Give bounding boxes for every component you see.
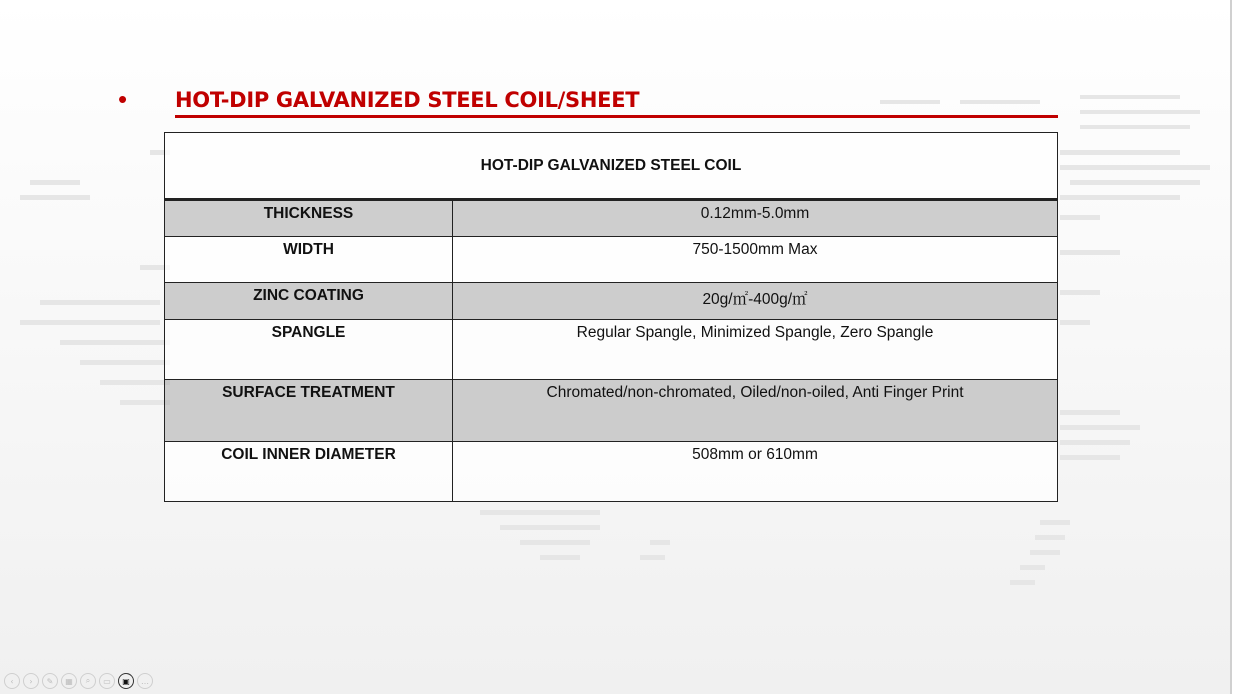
window-edge [1230, 0, 1238, 694]
table-row [165, 236, 1058, 282]
row-value: Regular Spangle, Minimized Spangle, Zero Spangle [453, 319, 1058, 379]
prev-icon[interactable]: ‹ [4, 673, 20, 689]
subtitle-icon[interactable]: ▭ [99, 673, 115, 689]
row-label: SURFACE TREATMENT [165, 380, 453, 441]
row-value: 20g/㎡-400g/㎡ [453, 282, 1058, 319]
slide-title: HOT-DIP GALVANIZED STEEL COIL/SHEET [175, 88, 640, 112]
presentation-toolbar [4, 673, 153, 689]
table-row [165, 319, 1058, 379]
table-header: HOT-DIP GALVANIZED STEEL COIL [165, 133, 1058, 200]
zoom-icon[interactable]: ⌕ [80, 673, 96, 689]
row-value: 0.12mm-5.0mm [453, 200, 1058, 236]
table-row [165, 441, 1058, 501]
spec-table [164, 132, 1058, 502]
row-label: ZINC COATING [165, 282, 453, 319]
row-value: 750-1500mm Max [453, 236, 1058, 282]
slides-icon[interactable]: ▦ [61, 673, 77, 689]
pen-icon[interactable]: ✎ [42, 673, 58, 689]
more-icon[interactable]: … [137, 673, 153, 689]
row-label: THICKNESS [165, 200, 453, 236]
table-row [165, 282, 1058, 319]
table-row [165, 200, 1058, 236]
next-icon[interactable]: › [23, 673, 39, 689]
row-value: 508mm or 610mm [453, 441, 1058, 501]
row-label: WIDTH [165, 236, 453, 282]
title-bullet: • [118, 84, 128, 114]
table-row [165, 380, 1058, 441]
row-label: COIL INNER DIAMETER [165, 441, 453, 501]
row-value: Chromated/non-chromated, Oiled/non-oiled, Anti Finger Print [453, 380, 1058, 441]
camera-icon[interactable]: ▣ [118, 673, 134, 689]
title-underline [175, 115, 1058, 118]
row-label: SPANGLE [165, 319, 453, 379]
table-header-row [165, 133, 1058, 200]
